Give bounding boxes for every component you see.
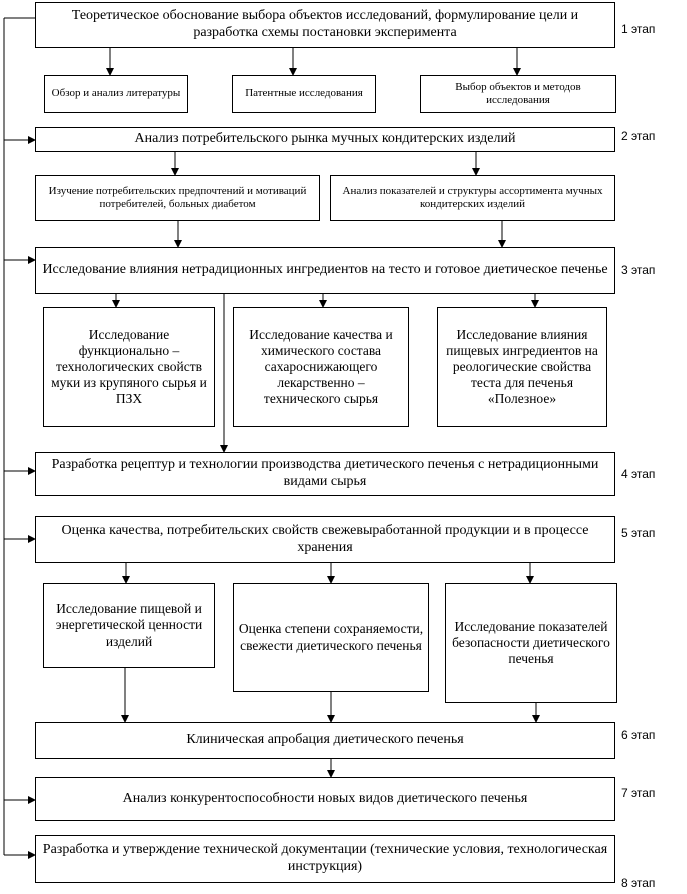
stage3-sub2-text: Исследование качества и химического состава сахароснижающего лекарственно – технического сырья — [249, 326, 393, 407]
stage3-sub2-box — [233, 307, 409, 427]
stage1-sub2-box — [232, 75, 376, 113]
stage-label-8: 8 этап — [621, 876, 656, 890]
stage4-main-text: Разработка рецептур и технологии производства диетического печенья с нетрадиционными видами сырья — [51, 457, 599, 489]
stage4-main-box — [35, 452, 615, 496]
stage3-main-text: Исследование влияния нетрадиционных ингредиентов на тесто и готовое диетическое печенье — [42, 262, 608, 278]
stage5-main-box — [35, 516, 615, 563]
stage-label-6: 6 этап — [621, 728, 656, 742]
stage-label-2: 2 этап — [621, 129, 656, 143]
stage5-sub3-text: Исследование показателей безопасности диетического печенья — [452, 618, 610, 667]
stage3-sub1-box — [43, 307, 215, 427]
stage2-main-text: Анализ потребительского рынка мучных кондитерских изделий — [134, 131, 516, 147]
stage3-sub3-text: Исследование влияния пищевых ингредиентов на реологические свойства теста для печенья «Полезное» — [446, 326, 598, 407]
stage2-main-box — [35, 127, 615, 152]
stage5-sub2-box — [233, 583, 429, 692]
stage7-main-text: Анализ конкурентоспособности новых видов диетического печенья — [122, 790, 528, 806]
stage6-main-box — [35, 722, 615, 759]
stage1-main-text: Теоретическое обоснование выбора объектов исследований, формулирование цели и разработка схемы постановки эксперимента — [71, 8, 579, 40]
stage6-main-text: Клиническая апробация диетического печенья — [186, 732, 464, 748]
stage1-sub3-text: Выбор объектов и методов исследования — [455, 80, 581, 106]
stage3-sub3-box — [437, 307, 607, 427]
stage7-main-box — [35, 777, 615, 821]
stage2-sub1-box — [35, 175, 320, 221]
stage2-sub1-text: Изучение потребительских предпочтений и мотиваций потребителей, больных диабетом — [48, 184, 307, 210]
stage5-sub2-text: Оценка степени сохраняемости, свежести диетического печенья — [238, 621, 424, 653]
stage3-main-box — [35, 247, 615, 294]
stage8-main-text: Разработка и утверждение технической документации (технические условия, технологическая инструкция) — [42, 842, 608, 874]
stage2-sub2-box — [330, 175, 615, 221]
stage1-sub1-box — [44, 75, 188, 113]
stage5-sub1-text: Исследование пищевой и энергетической ценности изделий — [55, 601, 203, 649]
stage-label-7: 7 этап — [621, 786, 656, 800]
stage1-sub1-text: Обзор и анализ литературы — [51, 87, 181, 100]
stage1-sub2-text: Патентные исследования — [245, 87, 363, 100]
stage5-main-text: Оценка качества, потребительских свойств свежевыработанной продукции и в процессе хранения — [61, 522, 589, 555]
stage1-main-box — [35, 2, 615, 48]
stage3-sub1-text: Исследование функционально – технологических свойств муки из крупяного сырья и ПЗХ — [51, 326, 207, 407]
stage-label-1: 1 этап — [621, 22, 656, 36]
stage8-main-box — [35, 835, 615, 883]
stage-label-3: 3 этап — [621, 263, 656, 277]
stage1-sub3-box — [420, 75, 616, 113]
stage-label-4: 4 этап — [621, 467, 656, 481]
stage5-sub1-box — [43, 583, 215, 668]
stage-label-5: 5 этап — [621, 526, 656, 540]
stage5-sub3-box — [445, 583, 617, 703]
stage2-sub2-text: Анализ показателей и структуры ассортимента мучных кондитерских изделий — [342, 184, 603, 210]
